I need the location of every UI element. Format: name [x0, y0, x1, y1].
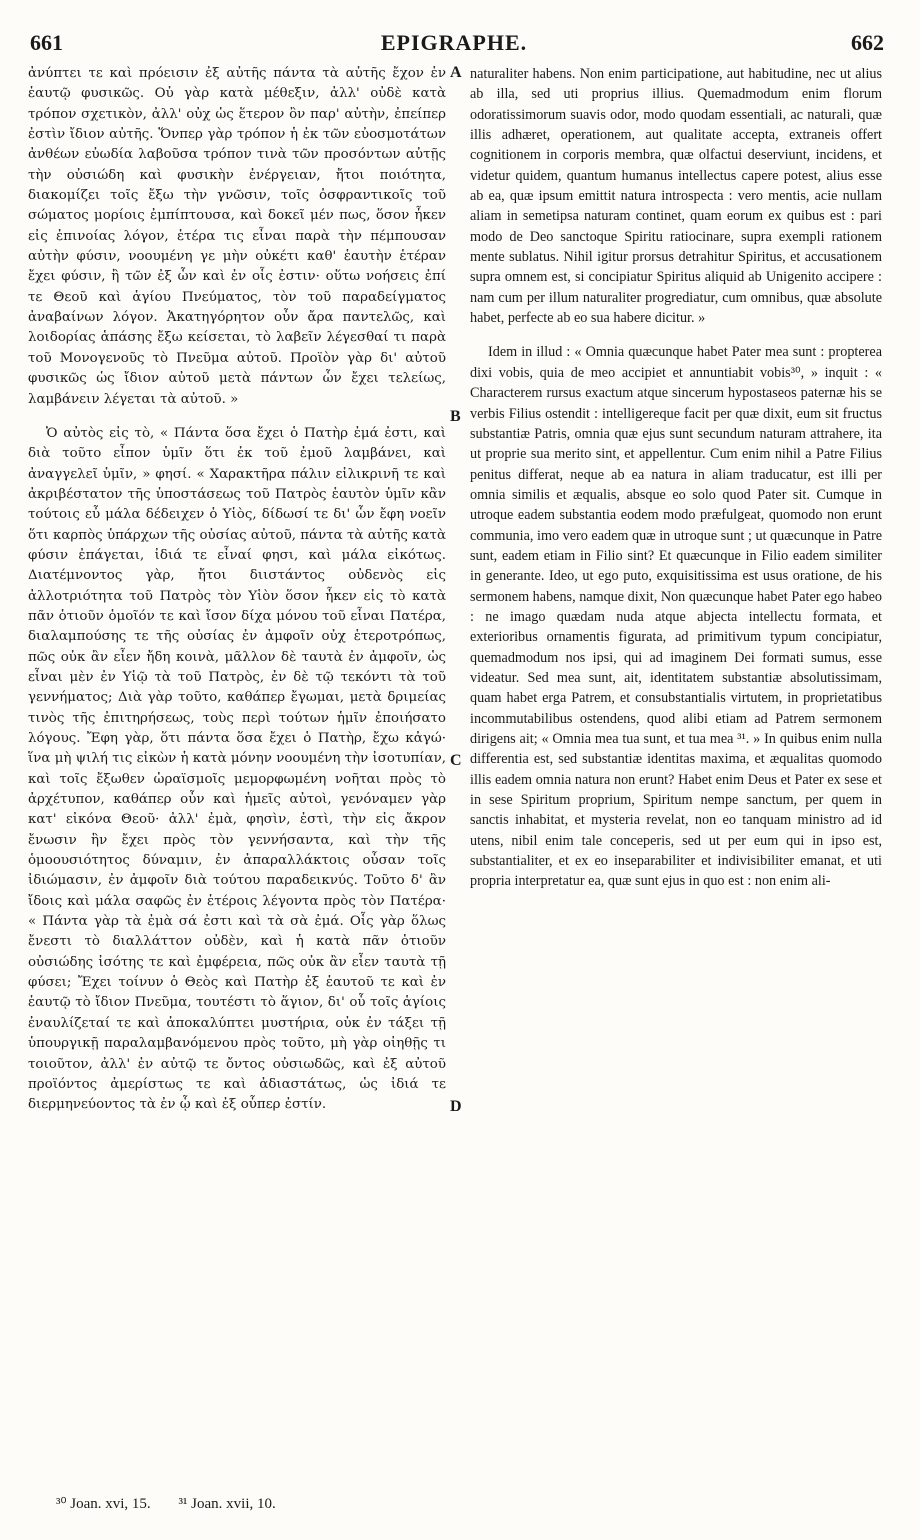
- section-marker-c: C: [450, 752, 462, 769]
- footnotes: [56, 1494, 300, 1513]
- page-number-right: 662: [851, 30, 884, 55]
- footnote-31: ³¹ Joan. xvii, 10.: [178, 1496, 276, 1512]
- latin-column: [470, 64, 882, 892]
- page-number-left: 661: [30, 30, 63, 55]
- running-title: EPIGRAPHE.: [380, 30, 528, 55]
- greek-column: [28, 64, 446, 1116]
- page-header: [24, 30, 884, 56]
- section-marker-a: A: [450, 64, 462, 81]
- greek-paragraph-1: ἀνύπτει τε καὶ πρόεισιν ἐξ αὐτῆς πάντα τὰ αὐτῆς ἔχον ἐν ἑαυτῷ φυσικῶς. Οὐ γὰρ κατὰ μέθεξιν, ἀλλ' οὐδὲ κατὰ τρόπον σχετικὸν, ἀλλ' οὐχ ὡς ἕτερον ὂν παρ' αὐτὴν, ἐπείπερ ἐστὶν ἴδιον αὐτῆς. Ὅνπερ γὰρ τρόπον ἡ ἐκ τῶν εὐοσμοτάτων ἀνθέων εὐωδία λαβοῦσα τρόπον τινὰ τῶν προσόντων αὐτῇς τὴν οὐσιώδη καὶ φυσικὴν ἐνέργειαν, ἤτοι ποιότητα, διακομίζει τοῖς ἔξω τὴν γνῶσιν, τοῖς ὀσφραντικοῖς τοῦ σώματος μορίοις ἐμπίπτουσα, καὶ δοκεῖ μέν πως, ὅσον ἧκεν εἰς ἐπινοίας λόγον, ἑτέρα τις εἶναι παρὰ τὴν πέμπουσαν αὐτὴν φύσιν, νοουμένη γε μὴν οὐκέτι καθ' ἑαυτὴν ἑτέραν ἔχει φύσιν, ἢ τῶν ἐξ ὧν καὶ ἐν οἷς ἐστιν· οὕτω νοήσεις ἐπί τε Θεοῦ καὶ ἁγίου Πνεύματος, τὸν τοῦ παραδείγματος ἀναβαίνων λόγον. Ἀκατηγόρητον οὖν ἄρα παντελῶς, καὶ λοιδορίας ἁπάσης ἔξω κείσεται, τὸ λαβεῖν λέγεσθαί τι παρὰ τοῦ Μονογενοῦς τὸ Πνεῦμα αὐτοῦ. Προϊὸν γὰρ δι' αὐτοῦ φυσικῶς ὡς ἴδιον αὐτοῦ μετὰ πάντων ὧν ἔχει τελείως, λαμβάνειν λέγεται τὰ αὐτοῦ. »: [28, 66, 446, 407]
- latin-paragraph-2: Idem in illud : « Omnia quæcunque habet Pater mea sunt : propterea dixi vobis, quia de meo accipiet et annuntiabit vobis³⁰, » inquit : « Characterem rursus exactum atque sincerum hypostaseos paternæ his se verbis Filius ostendit : intelligereque facit per quæ dixit, eum sit fructus substantiæ Patris, omnia quæ ejus sunt secundum naturam attrahere, ita ut proprie sua merito sint, et appellentur. Cum enim nihil a Patre Filius penitus differat, neque ab ea natura in aliam traducatur, est illi per omnia similis et æqualis, absque eo solo quod Pater sit. Cumque in utroque eadem substantia eodem modo præfulgeat, quomodo non erunt communia, imo vero eadem quæ in utroque sunt ; ut quæcunque in Patre sunt, eadem etiam in Filio sint? Et quæcunque in Filio eadem similiter in generante. Ideo, ut ego puto, exquisitissima est usus oratione, de his sermonem habens, namque dixit, Non quæcunque habet Pater ego habeo : ne imago quædam nuda atque abjecta intellectu formata, et exterioribus ornamentis figurata, ad primitivum typum concipiatur, quemadmodum nos ipsi, qui ad imaginem Dei formati sumus, esse videatur. Sed mea sunt, ait, identitatem substantiæ absolutissimam, quam habet erga Patrem, et consubstantialis virtutem, in proprietatibus incommutabilibus ostendens, quod alibi etiam ad Patrem sermonem dirigens ait; « Omnia mea tua sunt, et tua mea ³¹. » In quibus enim nulla differentia est, sed substantiæ identitas maxima, et æqualitas quomodo illis eadem omnia natura non erunt? Habet enim Deus et Pater ex sese et in sese Spiritum proprium, Spiritum nempe sanctum, per quem in sanctis inhabitat, et mysteria revelat, non eo tanquam ministro ad id utens, nibil enim tale conceperis, sed ut per eum qui in ipso est, substantialiter, et ex eo inseparabiliter et indivisibiliter emanat, et uti propria interpretatur ea, quæ sunt ejus in quo est : non enim ali-: [470, 344, 882, 890]
- greek-paragraph-2: Ὁ αὐτὸς εἰς τὸ, « Πάντα ὅσα ἔχει ὁ Πατὴρ ἐμά ἐστι, καὶ διὰ τοῦτο εἶπον ὑμῖν ὅτι ἐκ τοῦ ἐμοῦ λαμβάνει, καὶ ἀναγγελεῖ ὑμῖν, » φησί. « Χαρακτῆρα πάλιν εἰλικρινῆ τε καὶ ἀκριβέστατον τῆς ὑποστάσεως τοῦ Πατρὸς ἑαυτὸν ὑμῖν κἂν τούτοις εὖ μάλα δέδειχεν ὁ Υἱὸς, δίδωσί τε δι' ὧν ἔφη νοεῖν ὅτι καρπὸς ὑπάρχων τῆς οὐσίας αὐτοῦ, πάντα τὰ αὐτῆς κατὰ φύσιν ἐπάγεται, ἰδιά τε εἶναί φησι, καὶ μάλα εἰκότως. Διατέμνοντος γὰρ, ἤτοι διιστάντος οὐδενὸς εἰς ἀλλοτριότητα τοῦ Πατρὸς τὸν Υἱὸν ὅσον ἧκεν εἰς τὸ κατὰ πᾶν ὁτιοῦν ὁμοῖόν τε καὶ ἴσον δίχα μόνου τοῦ εἶναι Πατέρα, διαλαμπούσης τε τῆς οὐσίας ἐν ἀμφοῖν οὐχ ἑτεροτρόπως, πῶς οὐκ ἂν εἶεν ἤδη κοινὰ, μᾶλλον δὲ ταυτὰ ἐν ἀμφοῖν, ὡς εἶναι μὲν ἐν Υἱῷ τὰ τοῦ Πατρὸς, ἐν δὲ τῷ τεκόντι τὰ τοῦ γεννήματος; Διὰ γὰρ τοῦτο, καθάπερ ἔγωμαι, μετὰ δριμείας τινὸς τῆς ἐπιτηρήσεως, τοὺς περὶ τούτων ἡμῖν ἐποιήσατο λόγους. Ἔφη γὰρ, ὅτι πάντα ὅσα ἔχει ὁ Πατὴρ, ἔχω κἀγώ· ἵνα μὴ ψιλή τις εἰκὼν ἡ κατὰ μόνην νοουμένη τὴν ἰσοτυπίαν, καὶ τοῖς ἔξωθεν ὡραϊσμοῖς μεμορφωμένη νοῆται πρὸς τὸ ἀρχέτυπον, καθάπερ οὖν καὶ ἡμεῖς αὐτοὶ, γενόναμεν γὰρ κατ' εἰκόνα Θεοῦ· ἀλλ' ἐμὰ, φησὶν, ἐστὶ, τὴν εἰς ἄκρον ἔνωσιν ἣν ἔχει πρὸς τὸν γεννήσαντα, καὶ τὴν τῆς ὁμοουσιότητος δύναμιν, ἐν ἀπαραλλάκτοις οὖσαν τοῖς ἰδιώμασιν, ἐν ἀμφοῖν διὰ τούτου παραδεικνύς. Τοῦτο δ' ἂν ἴδοις καὶ μάλα σαφῶς ἐν ἑτέροις λέγοντα πρὸς τὸν Πατέρα· « Πάντα γὰρ τὰ ἐμὰ σά ἐστι καὶ τὰ σὰ ἐμά. Οἷς γὰρ ὅλως ἔνεστι τὸ διαλλάττον οὐδὲν, καὶ ἡ κατὰ πᾶν ὁτιοῦν οὐσιώδης ἰσότης τε καὶ ἐμφέρεια, πῶς οὐκ ἂν εἶεν ταυτὰ τῇ φύσει; Ἔχει τοίνυν ὁ Θεὸς καὶ Πατὴρ ἐξ ἑαυτοῦ τε καὶ ἐν ἑαυτῷ τὸ ἴδιον Πνεῦμα, τουτέστι τὸ ἅγιον, δι' οὗ τοῖς ἁγίοις ἐναυλίζεταί τε καὶ ἀποκαλύπτει μυστήρια, οὐκ ἐν τάξει τῇ ὑπουργικῇ παραλαμβανόμενου πρὸς τοῦτο, μὴ γὰρ οἰηθῇς τι τοιοῦτον, ἀλλ' ἐν αὐτῷ τε ὄντος οὐσιωδῶς, καὶ ἐξ αὐτοῦ προϊόντος ἀμερίστως τε καὶ ἀδιαστάτως, ὡς ἰδιά τε διερμηνεύοντος τὰ ἐν ᾧ καὶ ἐξ οὗπερ ἐστίν.: [28, 425, 446, 1113]
- section-marker-b: B: [450, 408, 461, 425]
- footnote-30: ³⁰ Joan. xvi, 15.: [56, 1496, 151, 1512]
- latin-paragraph-1: naturaliter habens. Non enim participatione, aut habitudine, nec ut alius ab illa, sed uti proprius illius. Quemadmodum enim florum odoratissimorum suavis odor, modo quodam essentiali, ac naturali, quæ illis adhæret, operationem, aut qualitate accepta, extraneis offert cognitionem in corporis membra, quæ olfactui deserviunt, incidens, et videtur quidem, quantum humanus intellectus capere potest, alius esse ab ea, quæ ipsum emittit natura introspecta : vero mentis, acie nullam aliam in semetipsa naturam continet, quam eorum ex quibus est : pari modo de Deo sanctoque Spiritu ratiocinare, supra exempli rationem mente sublatus. Nihil igitur prorsus detrahitur Spiritus, et accusationem supra omnem est, si concipiatur Spiritus aliquid ab Unigenito accipere : nam cum per illum naturaliter progrediatur, cum omnibus, quæ absolute habet, perfecte ab eo sua habere dicitur. »: [470, 66, 882, 327]
- section-marker-d: D: [450, 1098, 462, 1115]
